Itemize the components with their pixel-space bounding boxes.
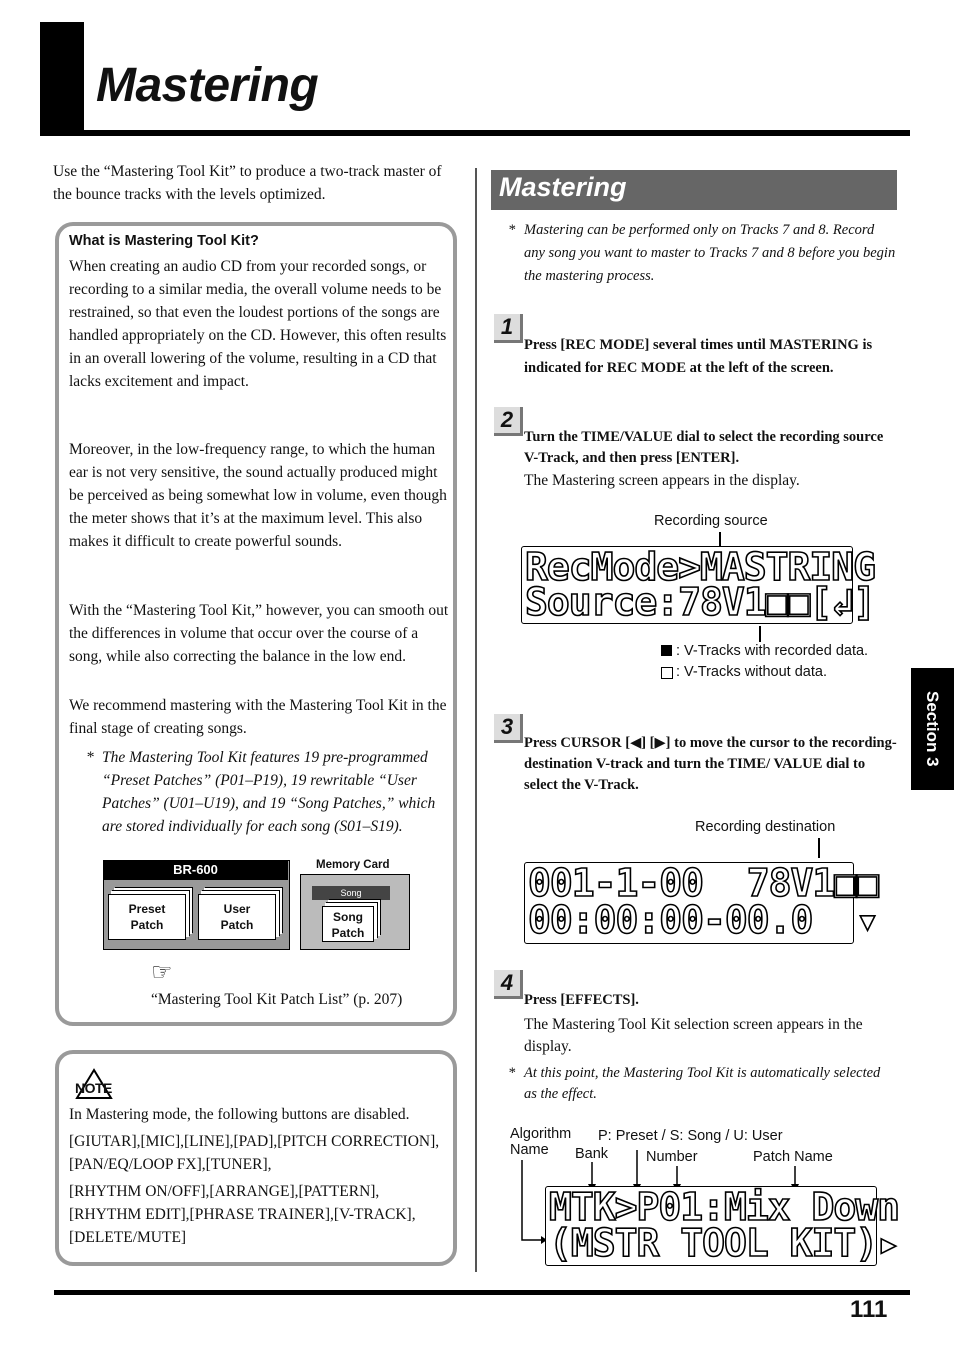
lcd1-arrow-up bbox=[759, 626, 761, 642]
step-3-text-b: ] [ bbox=[641, 735, 655, 751]
right-note-star: * bbox=[508, 222, 516, 238]
bottom-rule bbox=[54, 1290, 910, 1295]
lcd2-line-2: 00:00:00-00.0 ▾ bbox=[528, 898, 879, 942]
lcd3-line-1: MTK>P01:Mix Down bbox=[549, 1185, 900, 1229]
preset-patch-card: Preset Patch bbox=[108, 894, 186, 940]
cursor-left-icon: ◀ bbox=[630, 735, 642, 751]
note-text-1: In Mastering mode, the following buttons are disabled. bbox=[69, 1106, 410, 1123]
step-3-text-a: Press CURSOR [ bbox=[524, 735, 631, 751]
lcd1-legend-1: : V-Tracks with recorded data. bbox=[676, 643, 869, 659]
memory-card-label: Memory Card bbox=[316, 859, 390, 871]
note-text-3: [RHYTHM ON/OFF],[ARRANGE],[PATTERN], [RHYTHM EDIT],[PHRASE TRAINER],[V-TRACK], [DELETE/MUTE] bbox=[69, 1183, 416, 1246]
step-3-number: 3 bbox=[494, 714, 523, 743]
br600-label: BR-600 bbox=[103, 860, 288, 880]
lcd1-line-2: Source:78V1□□[↲] bbox=[525, 580, 876, 624]
step-1-number: 1 bbox=[494, 314, 523, 343]
lcd1-legend-2: : V-Tracks without data. bbox=[676, 664, 827, 680]
lcd3-label-pusu: P: Preset / S: Song / U: User bbox=[598, 1128, 783, 1144]
step-4-note-star: * bbox=[508, 1065, 516, 1081]
info-note-star: * bbox=[86, 749, 94, 766]
step-2-text: Turn the TIME/VALUE dial to select the recording source V-Track, and then press [ENTER]. bbox=[524, 429, 884, 466]
step-4-result: The Mastering Tool Kit selection screen appears in the display. bbox=[524, 1016, 863, 1055]
lcd2-arrow bbox=[818, 838, 820, 858]
step-4-text: Press [EFFECTS]. bbox=[524, 992, 639, 1008]
step-2-result: The Mastering screen appears in the display. bbox=[524, 472, 800, 489]
note-label: NOTE bbox=[75, 1080, 112, 1096]
lcd1-label: Recording source bbox=[654, 513, 768, 529]
empty-square-icon bbox=[661, 667, 673, 679]
section-heading: Mastering bbox=[499, 172, 627, 202]
lcd2-label: Recording destination bbox=[695, 819, 836, 835]
user-patch-card: User Patch bbox=[198, 894, 276, 940]
column-divider bbox=[475, 168, 477, 1272]
info-note: The Mastering Tool Kit features 19 pre-programmed “Preset Patches” (P01–P19), 19 rewritable “User Patches” (U01–U19), and 19 “Song Patches,” which are stored individually for each song (S01–S19). bbox=[102, 749, 436, 835]
lcd3-line-2: (MSTR TOOL KIT)▸ bbox=[549, 1221, 900, 1265]
cursor-right-icon: ▶ bbox=[654, 735, 666, 751]
lcd3-label-number: Number bbox=[646, 1149, 698, 1165]
reference-link[interactable]: “Mastering Tool Kit Patch List” (p. 207) bbox=[151, 991, 403, 1008]
step-2-number: 2 bbox=[494, 407, 523, 436]
step-3-text bbox=[524, 733, 900, 796]
lcd3-label-algorithm: Algorithm Name bbox=[510, 1126, 572, 1158]
filled-square-icon bbox=[661, 645, 672, 656]
note-text-2: [GIUTAR],[MIC],[LINE],[PAD],[PITCH CORRECTION], [PAN/EQ/LOOP FX],[TUNER], bbox=[69, 1133, 440, 1173]
section-tab-label: Section 3 bbox=[923, 691, 942, 767]
page-title: Mastering bbox=[96, 59, 319, 112]
lcd1-line-1: RecMode>MASTRING bbox=[525, 545, 876, 589]
intro-text: Use the “Mastering Tool Kit” to produce a two-track master of the bounce tracks with the levels optimized. bbox=[53, 163, 442, 203]
info-para-2: Moreover, in the low-frequency range, to which the human ear is not very sensitive, the sound actually produced might be perceived as being somewhat low in volume, even though the meter shows that it’s at the maximum level. This also makes it difficult to create powerful sounds. bbox=[69, 441, 447, 550]
info-para-3: With the “Mastering Tool Kit,” however, you can smooth out the differences in volume that occur over the course of a song, while also correcting the balance in the low end. bbox=[69, 602, 449, 665]
title-bar bbox=[40, 22, 84, 134]
lcd3-label-bank: Bank bbox=[575, 1146, 609, 1162]
info-para-4: We recommend mastering with the Mastering Tool Kit in the final stage of creating songs. bbox=[69, 697, 447, 737]
lcd2-line-1: 001-1-00 78V1□□ bbox=[528, 861, 879, 905]
right-note: Mastering can be performed only on Tracks 7 and 8. Record any song you want to master to Tracks 7 and 8 before you begin the mastering process. bbox=[524, 222, 896, 284]
song-tab: Song bbox=[312, 886, 390, 900]
step-4-number: 4 bbox=[494, 970, 523, 999]
song-patch-card: Song Patch bbox=[322, 906, 374, 942]
step-3-text-c: ] to move the cursor to the recording-destination V-track and turn the TIME/ VALUE dial to select the V-Track. bbox=[524, 735, 897, 793]
step-4-note: At this point, the Mastering Tool Kit is automatically selected as the effect. bbox=[524, 1065, 881, 1102]
page-number: 111 bbox=[850, 1296, 888, 1323]
lcd3-label-patch: Patch Name bbox=[753, 1149, 833, 1165]
pointing-hand-icon: ☞ bbox=[151, 958, 173, 986]
info-heading: What is Mastering Tool Kit? bbox=[69, 233, 259, 249]
info-para-1: When creating an audio CD from your recorded songs, or recording to a similar media, the overall volume needs to be restrained, so that even the loudest portions of the songs are handled appropriately on the CD. However, this often results in an overall lowering of the volume, resulting in a CD that lacks excitement and impact. bbox=[69, 258, 447, 390]
title-rule bbox=[40, 130, 910, 136]
step-1-text: Press [REC MODE] several times until MASTERING is indicated for REC MODE at the left of the screen. bbox=[524, 337, 873, 376]
